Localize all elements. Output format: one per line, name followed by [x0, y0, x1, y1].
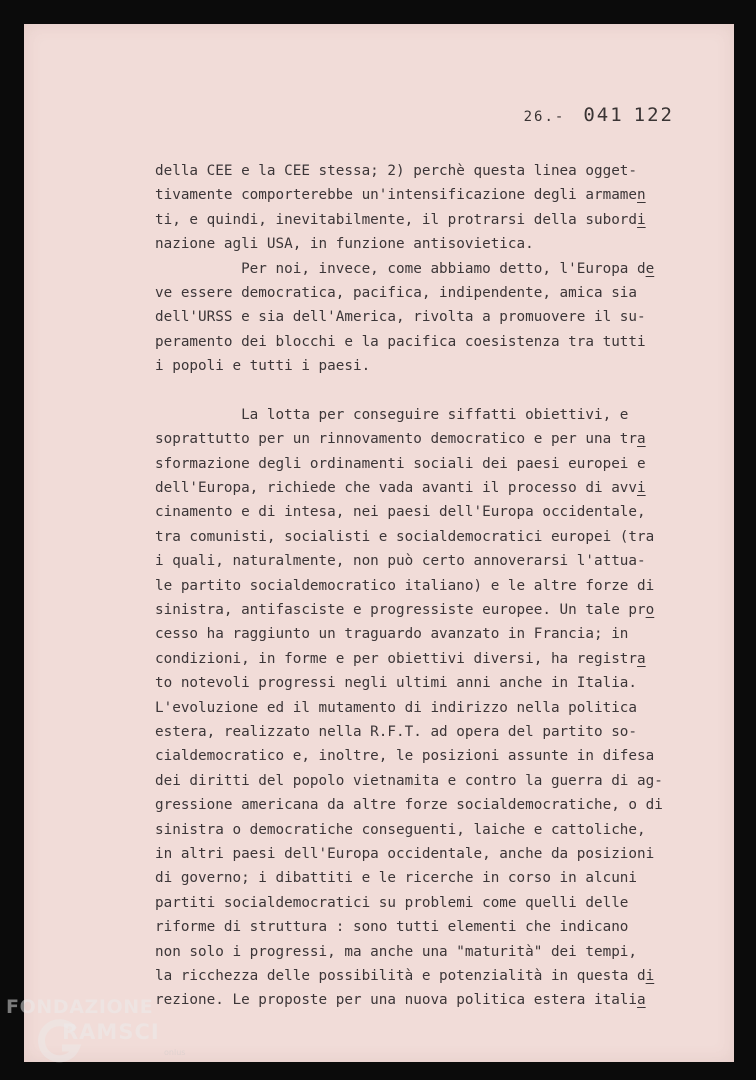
page-number-prefix: 26.- [523, 109, 566, 125]
text-line: sformazione degli ordinamenti sociali dei paesi europei e [155, 455, 646, 472]
page-number-b: 122 [633, 104, 674, 126]
text-line: gressione americana da altre forze socialdemocratiche, o di [155, 797, 663, 814]
underlined-hyphen-char: i [645, 967, 655, 984]
text-line: cesso ha raggiunto un traguardo avanzato in Francia; in [155, 626, 629, 643]
underlined-hyphen-char: n [637, 187, 646, 204]
text-line: La lotta per conseguire siffatti obiettivi, e [155, 406, 629, 423]
underlined-hyphen-char: a [637, 650, 646, 667]
text-line: soprattutto per un rinnovamento democratico e per una tra [155, 431, 646, 448]
text-line: estera, realizzato nella R.F.T. ad opera del partito so- [155, 723, 638, 740]
text-line: di governo; i dibattiti e le ricerche in corso in alcuni [155, 870, 638, 887]
text-line: le partito socialdemocratico italiano) e le altre forze di [155, 577, 655, 594]
text-line: sinistra, antifasciste e progressiste europee. Un tale pro [155, 602, 655, 619]
text-line: Per noi, invece, come abbiamo detto, l'Europa de [155, 260, 655, 277]
underlined-hyphen-char: o [645, 602, 655, 619]
typewritten-body [155, 159, 695, 1013]
underlined-hyphen-char: a [637, 431, 646, 448]
underlined-hyphen-char: i [637, 211, 646, 228]
text-line: cinamento e di intesa, nei paesi dell'Europa occidentale, [155, 504, 646, 521]
text-line: condizioni, in forme e per obiettivi diversi, ha registra [155, 650, 646, 667]
text-line: della CEE e la CEE stessa; 2) perchè questa linea ogget- [155, 163, 638, 179]
text-line: ve essere democratica, pacifica, indipendente, amica sia [155, 284, 638, 301]
text-line: rezione. Le proposte per una nuova politica estera italia [155, 992, 646, 1009]
watermark-line2: RAMSCI [62, 1020, 160, 1044]
text-line: dell'Europa, richiede che vada avanti il processo di avvi [155, 480, 646, 497]
watermark-line1: FONDAZIONE [6, 996, 154, 1018]
text-line: riforme di struttura : sono tutti elementi che indicano [155, 919, 629, 936]
underlined-hyphen-char: i [637, 480, 646, 497]
page-number [524, 104, 674, 126]
text-line: in altri paesi dell'Europa occidentale, anche da posizioni [155, 845, 655, 862]
text-line: la ricchezza delle possibilità e potenzialità in questa di [155, 967, 655, 984]
text-line: to notevoli progressi negli ultimi anni anche in Italia. [155, 675, 638, 692]
underlined-hyphen-char: a [637, 992, 646, 1009]
text-line: dei diritti del popolo vietnamita e contro la guerra di ag- [155, 772, 663, 789]
text-line: nazione agli USA, in funzione antisovietica. [155, 236, 534, 253]
text-line: i popoli e tutti i paesi. [155, 358, 371, 375]
page-number-a: 041 [583, 104, 624, 126]
text-line: dell'URSS e sia dell'America, rivolta a promuovere il su- [155, 309, 646, 326]
underlined-hyphen-char: e [645, 260, 655, 277]
text-line: sinistra o democratiche conseguenti, laiche e cattoliche, [155, 821, 646, 838]
document-page [24, 24, 734, 1062]
text-line: peramento dei blocchi e la pacifica coesistenza tra tutti [155, 333, 646, 350]
watermark-sub: onlus [164, 1048, 186, 1057]
text-line: non solo i progressi, ma anche una "maturità" dei tempi, [155, 943, 638, 960]
paragraph-gap [155, 379, 695, 403]
text-line: L'evoluzione ed il mutamento di indirizzo nella politica [155, 699, 638, 716]
text-line: tra comunisti, socialisti e socialdemocratici europei (tra [155, 528, 655, 545]
text-line: tivamente comporterebbe un'intensificazione degli armamen [155, 187, 646, 204]
archive-watermark [6, 996, 196, 1080]
text-line: partiti socialdemocratici su problemi come quelli delle [155, 894, 629, 911]
text-line: ti, e quindi, inevitabilmente, il protrarsi della subordi [155, 211, 646, 228]
text-line: i quali, naturalmente, non può certo annoverarsi l'attua- [155, 553, 646, 570]
text-line: cialdemocratico e, inoltre, le posizioni assunte in difesa [155, 748, 655, 765]
